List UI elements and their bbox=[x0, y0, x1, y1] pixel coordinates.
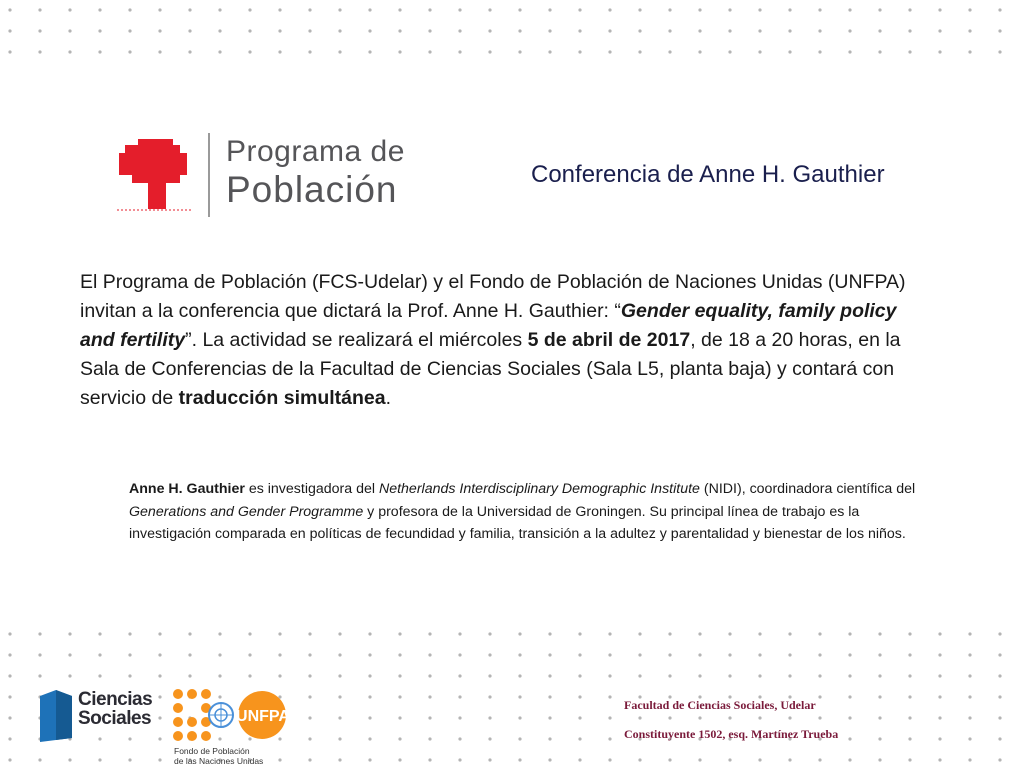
conference-title: Conferencia de Anne H. Gauthier bbox=[531, 161, 885, 188]
translation-service: traducción simultánea bbox=[178, 387, 386, 409]
address-line2: Constituyente 1502, esq. Martínez Trueba bbox=[624, 727, 839, 741]
cs-line2: Sociales bbox=[78, 708, 152, 729]
logo-line2: Población bbox=[226, 169, 398, 210]
logo-divider bbox=[208, 133, 210, 217]
unfpa-caption-line1: Fondo de Población bbox=[174, 746, 250, 756]
event-date: 5 de abril de 2017 bbox=[527, 329, 691, 351]
institute-name: Netherlands Interdisciplinary Demographic Institute bbox=[378, 481, 700, 497]
footer-address bbox=[624, 698, 838, 756]
unfpa-label: UNFPA bbox=[236, 708, 290, 725]
talk-title: Gender equality, family policy and fertility bbox=[80, 300, 897, 351]
unfpa-emblem-icon bbox=[172, 688, 302, 744]
speaker-bio: Anne H. Gauthier es investigadora del Netherlands Interdisciplinary Demographic Institute (NIDI), coordinadora científica del Generations and Gender Programme y profesora de la Universidad de Groningen. Su principal línea de trabajo es la investigación comparada en políticas de fecundidad y familia, transición a la adultez y parentalidad y bienestar de los niños. bbox=[129, 481, 916, 542]
cs-emblem-icon bbox=[40, 690, 74, 744]
intro-paragraph: El Programa de Población (FCS-Udelar) y el Fondo de Población de Naciones Unidas (UNFPA) invitan a la conferencia que dictará la Prof. Anne H. Gauthier: “Gender equality, family policy and fertility”. La actividad se realizará el miércoles 5 de abril de 2017, de 18 a 20 horas, en la Sala de Conferencias de la Facultad de Ciencias Sociales (Sala L5, planta baja) y contará con servicio de traducción simultánea. bbox=[80, 271, 906, 409]
speaker-name: Anne H. Gauthier bbox=[129, 481, 245, 497]
programme-name: Generations and Gender Programme bbox=[129, 503, 364, 520]
address-line1: Facultad de Ciencias Sociales, Udelar bbox=[624, 698, 816, 712]
tree-icon bbox=[116, 131, 216, 221]
programa-de-poblacion-logo bbox=[116, 131, 436, 221]
cs-line1: Ciencias bbox=[78, 689, 153, 710]
unfpa-logo bbox=[172, 688, 302, 768]
logo-line1: Programa de bbox=[226, 135, 405, 168]
top-dot-pattern bbox=[0, 0, 1024, 62]
unfpa-caption-line2: de las Naciones Unidas bbox=[174, 756, 264, 766]
ciencias-sociales-logo bbox=[40, 688, 160, 748]
